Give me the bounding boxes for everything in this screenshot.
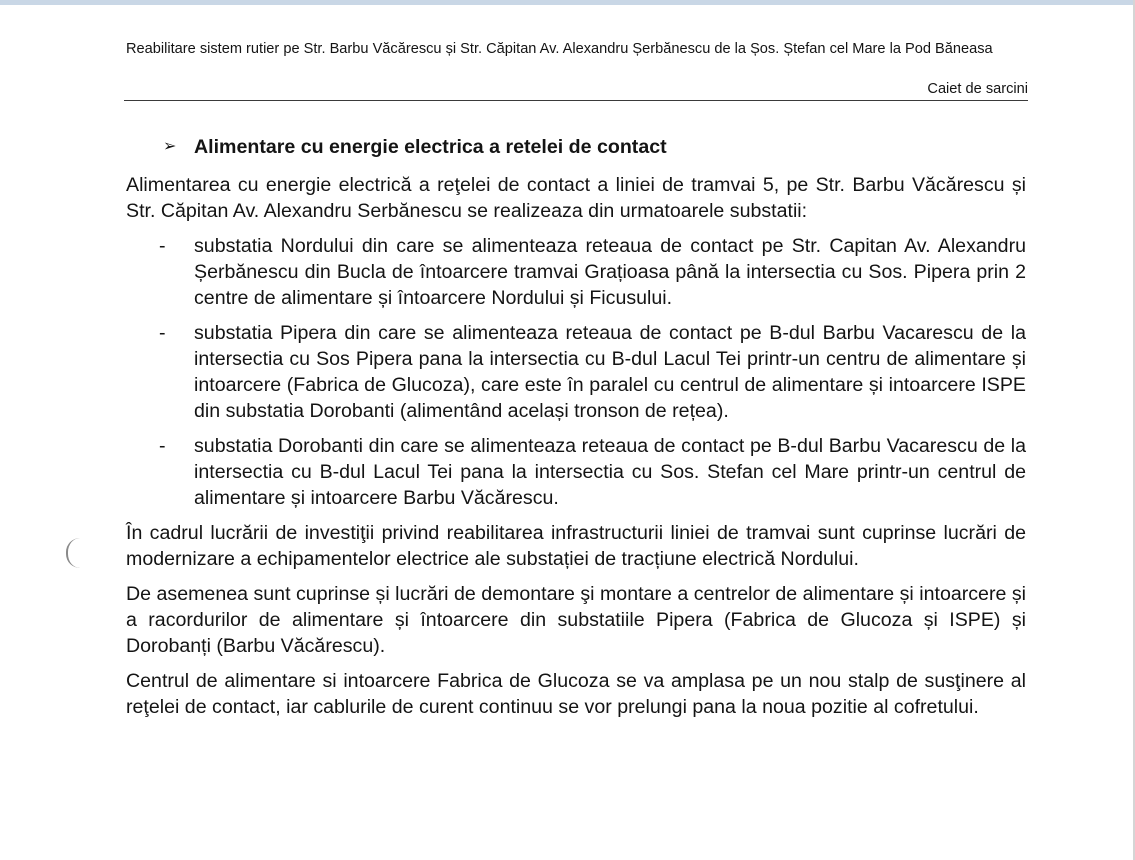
scan-top-border [0, 0, 1135, 5]
body-paragraph: Centrul de alimentare si intoarcere Fabrica de Glucoza se va amplasa pe un nou stalp de susţinere al reţelei de contact, iar cablurile de curent continuu se vor prelungi pana la noua pozitie al cofretului. [126, 670, 1026, 718]
margin-pen-mark [66, 538, 82, 568]
dash-bullet-icon: - [159, 322, 166, 344]
dash-bullet-icon: - [159, 235, 166, 257]
list-item-text: substatia Dorobanti din care se alimenteaza reteaua de contact pe B-dul Barbu Vacarescu de la intersectia cu B-dul Lacul Tei pana la intersectia cu Sos. Stefan cel Mare printr-un centrul de alimentare și intoarcere Barbu Văcărescu. [194, 435, 1026, 509]
list-item [126, 320, 1026, 424]
list-item-text: substatia Nordului din care se alimenteaza reteaua de contact pe Str. Capitan Av. Alexandru Șerbănescu din Bucla de întoarcere tramvai Grațioasa până la intersectia cu Sos. Pipera prin 2 centre de alimentare și întoarcere Nordului și Ficusului. [194, 235, 1026, 309]
list-item [126, 433, 1026, 511]
page-header-subtitle: Caiet de sarcini [927, 81, 1028, 97]
section-heading-text: Alimentare cu energie electrica a retelei de contact [194, 136, 667, 158]
header-divider [124, 100, 1028, 101]
section-heading [126, 135, 1026, 159]
substation-list [126, 233, 1026, 511]
list-item [126, 233, 1026, 311]
intro-paragraph: Alimentarea cu energie electrică a reţelei de contact a liniei de tramvai 5, pe Str. Barbu Văcărescu și Str. Căpitan Av. Alexandru Serbănescu se realizeaza din urmatoarele substatii: [126, 174, 1026, 222]
body-paragraph: De asemenea sunt cuprinse și lucrări de demontare şi montare a centrelor de alimentare și intoarcere și a racordurilor de alimentare și întoarcere din substatiile Pipera (Fabrica de Glucoza și ISPE) și Dorobanți (Barbu Văcărescu). [126, 583, 1026, 657]
dash-bullet-icon: - [159, 435, 166, 457]
page-header-title: Reabilitare sistem rutier pe Str. Barbu Văcărescu și Str. Căpitan Av. Alexandru Șerbănescu de la Șos. Ștefan cel Mare la Pod Băneasa [126, 41, 993, 57]
list-item-text: substatia Pipera din care se alimenteaza reteaua de contact pe B-dul Barbu Vacarescu de la intersectia cu Sos Pipera pana la intersectia cu B-dul Lacul Tei printr-un centru de alimentare și intoarcere (Fabrica de Glucoza), care este în paralel cu centrul de alimentare și intoarcere ISPE din substatia Dorobanti (alimentând același tronson de rețea). [194, 322, 1026, 422]
document-body [126, 135, 1026, 729]
arrow-bullet-icon: ➢ [163, 138, 177, 155]
body-paragraph: În cadrul lucrării de investiţii privind reabilitarea infrastructurii liniei de tramvai sunt cuprinse lucrări de modernizare a echipamentelor electrice ale substației de tracțiune electrică Nordului. [126, 522, 1026, 570]
